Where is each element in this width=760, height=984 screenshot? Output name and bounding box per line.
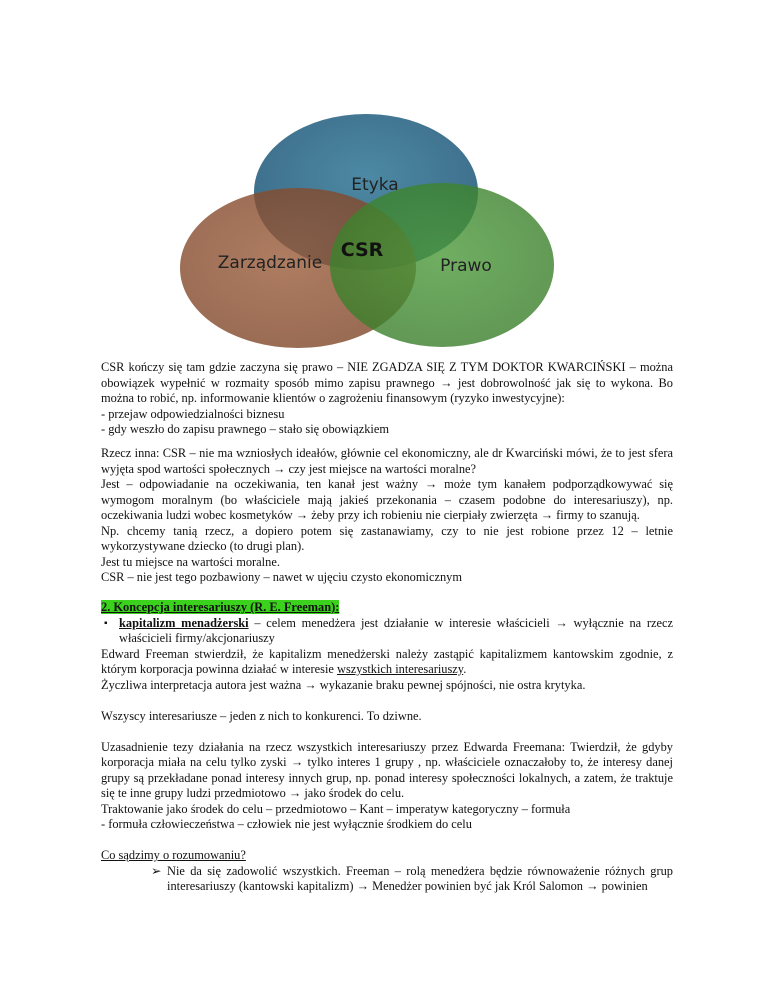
humanity-text: - formuła człowieczeństwa – człowiek nie jest wyłącznie środkiem do celu bbox=[101, 817, 472, 831]
text-run: Edward Freeman stwierdził, że kapitalizm menedżerski należy zastąpić kapitalizmem kantowskim zgodnie, z którym korporacja powinna działać w interesie bbox=[101, 646, 673, 676]
arrow-bullet-icon: ➢ bbox=[151, 863, 162, 878]
square-bullet-icon: ▪ bbox=[104, 617, 108, 629]
term: kapitalizm menadżerski bbox=[119, 615, 249, 630]
venn-label-etyka: Etyka bbox=[351, 175, 399, 195]
section-heading: 2. Koncepcja interesariuszy (R. E. Freeman): bbox=[101, 600, 340, 614]
freeman-text bbox=[101, 647, 673, 678]
csr-law-text: CSR kończy się tam gdzie zaczyna się prawo – NIE ZGADZA SIĘ Z TYM DOKTOR KWARCIŃSKI – można obowiązek wypełnić w rozmaity sposób mimo zapisu prawnego → jest dobrowolność jak się to wykona. Bo można to robić, np. informowanie klientów o zagrożeniu finansowym (ryzyko inwestycyjne): bbox=[101, 360, 673, 405]
list-item bbox=[101, 616, 673, 647]
term-definition: – celem menedżera jest działanie w interesie właścicieli → wyłącznie na rzecz właścicieli firmy/akcjonariuszy bbox=[119, 615, 673, 645]
venn-label-prawo: Prawo bbox=[440, 256, 492, 276]
paragraph-line: Jest – odpowiadanie na oczekiwania, ten kanał jest ważny → może tym kanałem podporządkowywać się wymogom moralnym (bo właściciele mają jakieś przekonania – czasem podobne do interesariuszy), np. oczekiwania ludzi wobec kosmetyków → żeby przy ich robieniu nie cierpiały zwierzęta → firmy to szanują. bbox=[101, 477, 673, 522]
csr-list-item: - gdy weszło do zapisu prawnego – stało się obowiązkiem bbox=[101, 422, 390, 436]
arrow-item-text: Nie da się zadowolić wszystkich. Freeman – rolą menedżera będzie równoważenie różnych grup interesariuszy (kantowski kapitalizm) → Menedżer powinien być jak Król Salomon → powinien bbox=[167, 863, 673, 893]
paragraph-line: Jest tu miejsce na wartości moralne. bbox=[101, 554, 280, 569]
paragraph-line: Np. chcemy tanią rzecz, a dopiero potem się zastanawiamy, czy to nie jest robione przez 12 – letnie wykorzystywane dziecko (to drugi plan). bbox=[101, 523, 673, 553]
arrow-list-item bbox=[149, 864, 673, 895]
question-heading: Co sądzimy o rozumowaniu? bbox=[101, 848, 246, 862]
csr-list-item: - przejaw odpowiedzialności biznesu bbox=[101, 406, 285, 421]
paragraph-line: Rzecz inna: CSR – nie ma wzniosłych ideałów, głównie cel ekonomiczny, ale dr Kwarciński mówi, że to jest sfera wyjęta spod wartości społecznych → czy jest miejsce na wartości moralne? bbox=[101, 446, 673, 476]
csr-paragraph bbox=[101, 360, 673, 438]
justification-text: Uzasadnienie tezy działania na rzecz wszystkich interesariuszy przez Edwarda Freemana: Twierdził, że gdyby korporacja miała na celu tylko zyski → tylko interes 1 grupy , np. właściciele oznaczałoby to, że interesy danej grupy są przekładane ponad interesy innych grup, np. ponad interesy społeczności lokalnych, a zatem, że traktuje się te inne grupy ludzi przedmiotowo → jako środek do celu. bbox=[101, 739, 673, 800]
moral-values-paragraph bbox=[101, 446, 673, 586]
stakeholder-section bbox=[101, 600, 673, 895]
csr-venn-diagram bbox=[170, 110, 570, 350]
interpretation-text: Życzliwa interpretacja autora jest ważna → wykazanie braku pewnej spójności, nie ostra krytyka. bbox=[101, 677, 586, 692]
paragraph-line: CSR – nie jest tego pozbawiony – nawet w ujęciu czysto ekonomicznym bbox=[101, 570, 462, 584]
venn-label-csr: CSR bbox=[340, 239, 384, 261]
competition-text: Wszyscy interesariusze – jeden z nich to konkurenci. To dziwne. bbox=[101, 708, 422, 723]
text-run: . bbox=[463, 662, 467, 676]
venn-label-zarzadzanie: Zarządzanie bbox=[217, 253, 323, 273]
underlined-text: wszystkich interesariuszy bbox=[337, 662, 464, 676]
kant-text: Traktowanie jako środek do celu – przedmiotowo – Kant – imperatyw kategoryczny – formuła bbox=[101, 801, 571, 816]
